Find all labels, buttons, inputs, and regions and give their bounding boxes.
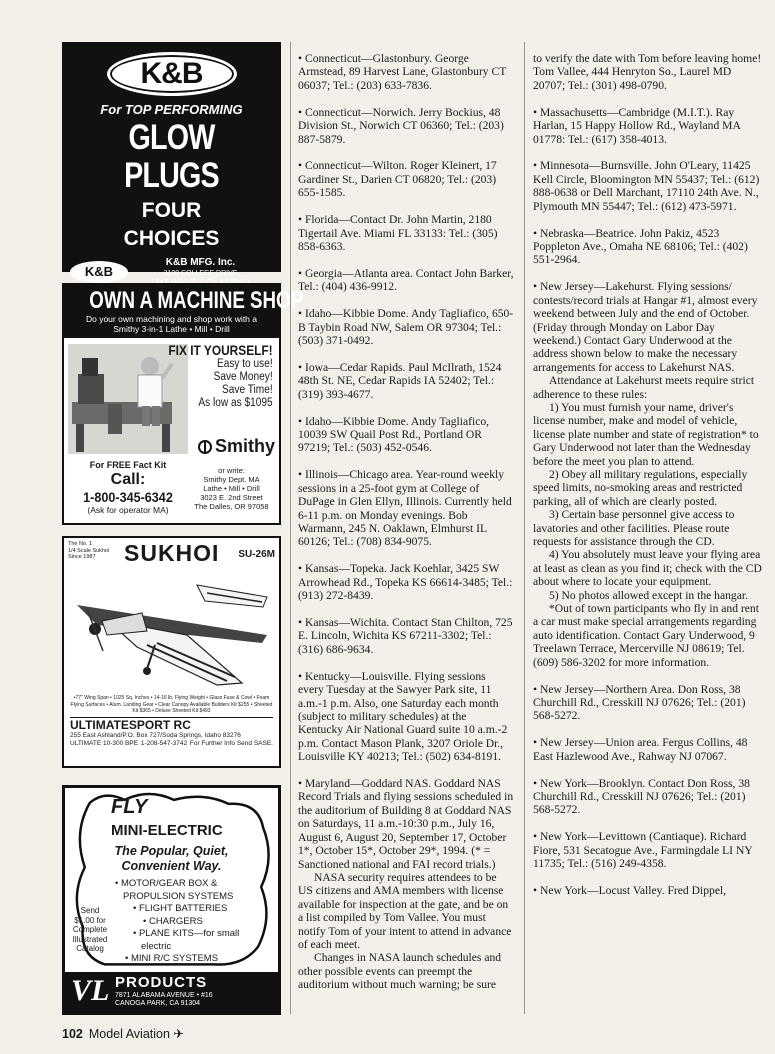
site-listing: • Kansas—Wichita. Contact Stan Chilton, 725 E. Lincoln, Wichita KS 67211-3302; Tel.: (316) 686-9634. — [298, 616, 513, 656]
site-listing: • New York—Brooklyn. Contact Don Ross, 38 Churchill Rd., Cresskill NJ 07626; Tel.: (201) 568-5272. — [533, 776, 750, 817]
write-line: The Dalles, OR 97058 — [194, 502, 269, 511]
write-line: or write: — [218, 466, 245, 475]
sukhoi-kit-ad — [62, 536, 281, 768]
product-item: PROPULSION SYSTEMS — [123, 890, 234, 902]
vl-products-ad — [62, 785, 281, 1015]
model-code: ULTIMATE 10-300 BPE — [70, 739, 139, 747]
brand-name: ULTIMATESPORT RC — [70, 717, 273, 732]
address-line: CANOGA PARK, CA 91304 — [115, 1000, 201, 1007]
brand-name: PRODUCTS — [115, 974, 208, 991]
vl-logo: VL — [71, 974, 110, 1007]
benefit-line: Easy to use! — [217, 358, 273, 370]
spec-list: •77" Wing Span • 1025 Sq. Inches • 14-16 lb. Flying Weight • Glass Fuse & Cowl • Foam Flying Surfaces • Alum. Landing Gear • Clear Canopy Available Builders Kit $255 • Sheeted Kit $365 • Deluxe Sheeted Kit $493 — [70, 695, 273, 714]
site-listing: • Nebraska—Beatrice. John Pakiz, 4523 Poppleton Ave., Omaha NE 68106; Tel.: (402) 551-2964. — [533, 226, 748, 267]
rule-item: 2) Obey all military regulations, especially speed limits, no-smoking areas and restricted parking, all of which are clearly posted. — [533, 467, 748, 508]
body-paragraph: Attendance at Lakehurst meets require strict adherence to these rules: — [533, 374, 755, 401]
site-listing: • New York—Levittown (Cantiaque). Richard Fiore, 531 Secatogue Ave., Farmingdale LI NY 11735; Tel.: (516) 249-4358. — [533, 830, 753, 871]
site-listing: • New Jersey—Lakehurst. Flying sessions/ contests/record trials at Hangar #1, almost every weekend between July and the end of October. (Friday through Monday on Labor Day weekend.) Contact Gary Underwood at the address shown below to make the necessary arrangements for access to Lakehurst NAS. — [533, 280, 758, 374]
smithy-brand: Smithy — [198, 436, 275, 457]
ad-subtitle: MINI-ELECTRIC — [111, 822, 223, 839]
product-item: • PLANE KITS—for small — [133, 928, 240, 939]
ad-subtitle: Do your own machining and shop work with a — [85, 314, 258, 324]
catalog-line: Catalog — [76, 944, 104, 953]
product-item: • FLIGHT BATTERIES — [133, 903, 228, 914]
body-paragraph: to verify the date with Tom before leaving home! Tom Vallee, 444 Henryton So., Laurel MD 20707; Tel.: (301) 498-0790. — [533, 52, 762, 92]
ad-headline: OWN A MACHINE SHOP — [89, 287, 304, 314]
site-listing: • New York—Locust Valley. Fred Dippel, — [533, 884, 727, 898]
site-listing: • Illinois—Chicago area. Year-round weekly sessions in a 25-foot gym at College of DuPage in Glen Ellyn, Illinois. Currently held 6-11 p.m. on Monday evenings. Bob Warmann, 245 N. Oaklawn, Elmhurst IL 60126; Tel.: (708) 834-9075. — [298, 468, 512, 549]
site-listing: • New Jersey—Northern Area. Don Ross, 38 Churchill Rd., Cresskill NJ 07626; Tel.: (201) 568-5272. — [533, 682, 746, 723]
write-line: Lathe • Mill • Drill — [203, 484, 260, 493]
kb-mini-logo: K&B — [70, 261, 128, 283]
magazine-name: Model Aviation — [88, 1027, 170, 1041]
column-divider — [524, 42, 525, 1014]
site-listing: • Kentucky—Louisville. Flying sessions every Tuesday at the Sawyer Park site, 11 a.m.-1 p.m. Also, one Saturday each month (subject to military schedules) at the Kentucky Air National Guard suite 10 a.m.-2 p.m. Contact Mason Plank, 3207 Oriole Dr., Louisville KY 40213; Tel.: (502) 634-8191. — [298, 669, 508, 764]
ad-choices-line-2: CHOICES — [123, 227, 220, 250]
airplane-icon: ✈ — [173, 1027, 184, 1041]
address-line: 7871 ALABAMA AVENUE • #16 — [115, 992, 213, 999]
ad-tagline: For TOP PERFORMING — [100, 102, 243, 117]
benefit-line: Save Money! — [213, 371, 273, 383]
product-item: electric — [141, 940, 172, 952]
site-listing: • Connecticut—Glastonbury. George Armstead, 89 Harvest Lane, Glastonbury CT 06037; Tel.: (203) 633-7836. — [298, 52, 507, 92]
phone-number: 1-208-547-3742 — [140, 739, 188, 747]
product-item: • CHARGERS — [143, 915, 203, 927]
ad-choices-line-1: FOUR — [141, 199, 202, 222]
no1-line: The No. 1 — [68, 541, 93, 547]
site-listing: • Connecticut—Wilton. Roger Kleinert, 17 Gardiner St., Darien CT 06820; Tel.: (203) 655-1585. — [298, 159, 497, 200]
fix-it-yourself-heading: FIX IT YOURSELF! — [168, 342, 273, 358]
phone-number: 1-800-345-6342 — [83, 489, 173, 505]
page-footer — [62, 1026, 184, 1041]
ad-headline: GLOW PLUGS — [124, 118, 219, 195]
site-listing: • Kansas—Topeka. Jack Koehlar, 3425 SW Arrowhead Rd., Topeka KS 66614-3485; Tel.: (913) 272-8439. — [298, 562, 513, 603]
site-listing: • Maryland—Goddard NAS. Goddard NAS Record Trials and flying sessions scheduled in the auditorium of Building 8 at Goddard NAS on Saturdays, 11 a.m.-10:30 p.m., July 16, August 6, August 20, September 17, October 1*, October 15*, October 29*, 1994. (* = Sanctioned national and FAI record trials.) — [298, 777, 514, 871]
listing-column-middle — [298, 52, 514, 992]
site-listing: • Minnesota—Burnsville. John O'Leary, 11425 Kell Circle, Bloomington MN 55437; Tel.: (612) 888-0638 or Dell Marchant, 17110 24th Ave. N., Plymouth MN 55447; Tel.: (612) 473-5971. — [533, 159, 760, 213]
catalog-line: Complete — [72, 925, 108, 934]
site-listing: • Florida—Contact Dr. John Martin, 2180 Tigertail Ave. Miami FL 33133: Tel.: (305) 858-6363. — [298, 213, 498, 253]
ad-headline: SUKHOI — [124, 540, 220, 566]
site-listing: • Idaho—Kibbie Dome. Andy Tagliafico, 650-B Taybin Road NW, Salem OR 97304; Tel.: (503) 371-0492. — [298, 307, 514, 347]
kb-logo: K&B — [107, 52, 237, 96]
site-listing: • New Jersey—Union area. Fergus Collins, 48 East Hazlewood Ave., Rahway NJ 07067. — [533, 736, 748, 763]
call-label: Call: — [110, 471, 146, 488]
catalog-line: Send — [80, 906, 100, 915]
fact-kit-line: For FREE Fact Kit — [89, 460, 167, 470]
site-listing: • Iowa—Cedar Rapids. Paul McIlrath, 1524 48th St. NE, Cedar Rapids IA 52402; Tel.: (319) 393-4677. — [298, 360, 502, 401]
smithy-machine-shop-ad — [62, 283, 304, 525]
catalog-line: Illustrated — [72, 934, 108, 944]
write-line: Smithy Dept. MA — [203, 475, 260, 484]
site-listing: • Connecticut—Norwich. Jerry Bockius, 48 Division St., Norwich CT 06360; Tel.: (203) 887-5879. — [298, 105, 504, 146]
body-paragraph: NASA security requires attendees to be US citizens and AMA members with license available for inspection at the gate, and be on a list compiled by Tom Vallee. You must notify Tom of your intent to attend in advance of each meet. — [298, 870, 512, 951]
ad-tagline: The Popular, Quiet, — [114, 844, 229, 858]
site-listing: • Idaho—Kibbie Dome. Andy Tagliafico, 10039 SW Quail Post Rd., Portland OR 97219; Tel.: (503) 452-0546. — [298, 414, 490, 455]
ad-headline: FLY — [111, 796, 148, 818]
rule-item: 3) Certain base personnel give access to lavatories and other facilities. Please route requests for assistance through the CD. — [533, 508, 735, 548]
rule-item: 5) No photos allowed except in the hangar. — [549, 588, 748, 602]
product-item: • MINI R/C SYSTEMS — [125, 953, 219, 964]
write-line: 3023 E. 2nd Street — [200, 493, 263, 502]
product-item: • MOTOR/GEAR BOX & — [115, 878, 218, 889]
ad-subtitle: Smithy 3-in-1 Lathe • Mill • Drill — [113, 324, 230, 334]
page-number: 102 — [62, 1027, 83, 1041]
no1-line: Since 1987 — [68, 554, 96, 560]
operator-note: (Ask for operator MA) — [87, 505, 169, 515]
smithy-logo-icon — [198, 439, 212, 455]
site-listing: • Massachusetts—Cambridge (M.I.T.). Ray Harlan, 15 Happy Hollow Rd., Wayland MA 01778: Tel.: (617) 358-4013. — [533, 105, 741, 146]
column-divider — [290, 42, 291, 1014]
body-paragraph: Changes in NASA launch schedules and other possible events can preempt the auditorium without much warning; be sure — [298, 951, 502, 992]
no1-line: 1/4 Scale Sukhoi — [68, 547, 110, 554]
site-listing: • Georgia—Atlanta area. Contact John Barker, Tel.: (404) 436-9912. — [298, 266, 514, 294]
listing-column-right — [533, 52, 763, 897]
benefit-line: Save Time! — [222, 384, 273, 396]
rule-item: 1) You must furnish your name, driver's license number, make and model of vehicle, license plate number and state of registration* to Gary Underwood not later than the Wednesday before the meet you plan to attend. — [533, 400, 759, 468]
kb-glow-plugs-ad — [62, 42, 281, 279]
ad-tagline: Convenient Way. — [121, 859, 222, 873]
price-line: As low as $1095 — [198, 397, 273, 409]
catalog-line: $1.00 for — [74, 915, 106, 925]
address-line: 255 East Ashland/P.O. Box 727/Soda Springs, Idaho 83276 — [70, 731, 241, 739]
address-line: 2100 COLLEGE DRIVE — [163, 270, 238, 277]
body-paragraph: *Out of town participants who fly in and rent a car must make special arrangements regarding auto identification. Contact Gary Underwood, 9 Treelawn Terrace, Mercerville NJ 08619; Tel. (609) 586-3202 for more information. — [533, 602, 759, 669]
rule-item: 4) You absolutely must leave your flying area at least as clean as you find it; check with the CD about where to locate your equipment. — [533, 548, 762, 589]
model-label: SU-26M — [238, 549, 275, 560]
info-note: For Further Info Send SASE. — [189, 739, 273, 747]
company-name: K&B MFG. Inc. — [165, 257, 236, 268]
sukhoi-plane-image — [67, 565, 277, 695]
